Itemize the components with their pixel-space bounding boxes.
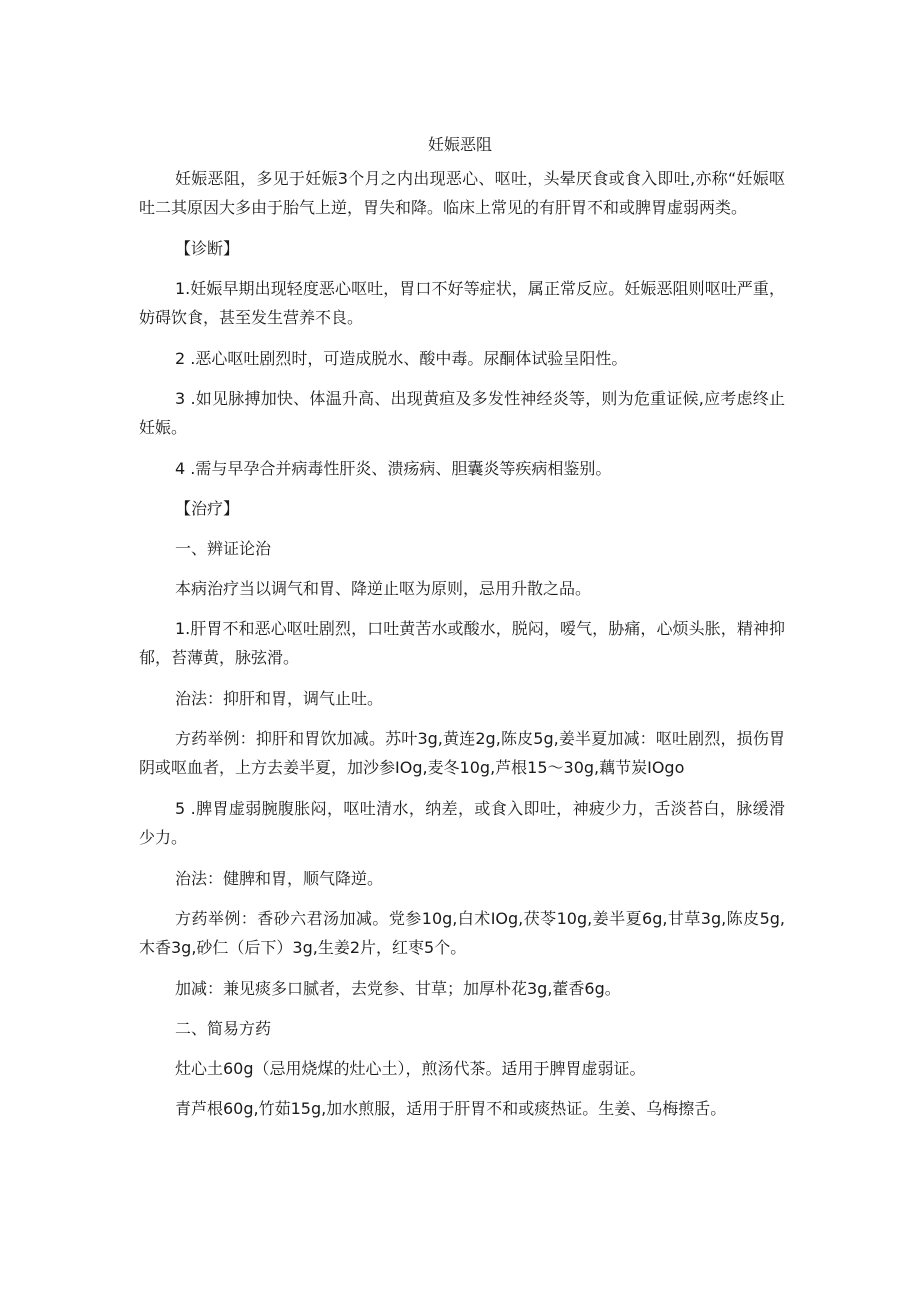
diagnosis-item-1: 1.妊娠早期出现轻度恶心呕吐，胃口不好等症状，属正常反应。妊娠恶阻则呕吐严重，妨碍饮食，甚至发生营养不良。 bbox=[139, 279, 785, 327]
diagnosis-item-3: 3 .如见脉搏加快、体温升高、出现黄疸及多发性神经炎等，则为危重证候,应考虑终止妊娠。 bbox=[139, 389, 785, 437]
diagnosis-item-4: 4 .需与早孕合并病毒性肝炎、溃疡病、胆囊炎等疾病相鉴别。 bbox=[175, 459, 612, 478]
method-liver-stomach: 治法：抑肝和胃，调气止吐。 bbox=[175, 689, 384, 708]
document-body bbox=[139, 164, 785, 1134]
syndrome-spleen-stomach: 5 .脾胃虚弱腕腹胀闷，呕吐清水，纳差，或食入即吐，神疲少力，舌淡苔白，脉缓滑少力。 bbox=[139, 799, 785, 847]
method-spleen-stomach: 治法：健脾和胃，顺气降逆。 bbox=[175, 869, 384, 888]
prescription-liver-stomach: 方药举例：抑肝和胃饮加减。苏叶3g,黄连2g,陈皮5g,姜半夏加减：呕吐剧烈，损伤胃阴或呕血者，上方去姜半夏，加沙参IOg,麦冬10g,芦根15～30g,藕节炭IOgo bbox=[139, 729, 785, 777]
remedy-2: 青芦根60g,竹茹15g,加水煎服，适用于肝胃不和或痰热证。生姜、乌梅擦舌。 bbox=[175, 1099, 727, 1118]
subsection-heading-simple-remedies: 二、简易方药 bbox=[175, 1019, 272, 1038]
diagnosis-item-2: 2 .恶心呕吐剧烈时，可造成脱水、酸中毒。尿酮体试验呈阳性。 bbox=[175, 349, 628, 368]
section-heading-treatment: 【治疗】 bbox=[175, 499, 240, 518]
modification-note: 加减：兼见痰多口腻者，去党参、甘草；加厚朴花3g,藿香6g。 bbox=[175, 979, 621, 998]
subsection-heading-differentiation: 一、辨证论治 bbox=[175, 539, 272, 558]
section-heading-diagnosis: 【诊断】 bbox=[175, 239, 240, 258]
document-title: 妊娠恶阻 bbox=[427, 135, 492, 154]
treatment-principle: 本病治疗当以调气和胃、降逆止呕为原则，忌用升散之品。 bbox=[175, 579, 592, 598]
intro-paragraph: 妊娠恶阻，多见于妊娠3个月之内出现恶心、呕吐，头晕厌食或食入即吐,亦称“妊娠呕吐二其原因大多由于胎气上逆，胃失和降。临床上常见的有肝胃不和或脾胃虚弱两类。 bbox=[139, 169, 785, 217]
prescription-spleen-stomach: 方药举例：香砂六君汤加减。党参10g,白术IOg,茯苓10g,姜半夏6g,甘草3g,陈皮5g,木香3g,砂仁（后下）3g,生姜2片，红枣5个。 bbox=[139, 909, 785, 957]
remedy-1: 灶心土60g（忌用烧煤的灶心土），煎汤代茶。适用于脾胃虚弱证。 bbox=[175, 1059, 646, 1078]
syndrome-liver-stomach: 1.肝胃不和恶心呕吐剧烈，口吐黄苦水或酸水，脱闷，嗳气，胁痛，心烦头胀，精神抑郁，苔薄黄，脉弦滑。 bbox=[139, 619, 785, 667]
